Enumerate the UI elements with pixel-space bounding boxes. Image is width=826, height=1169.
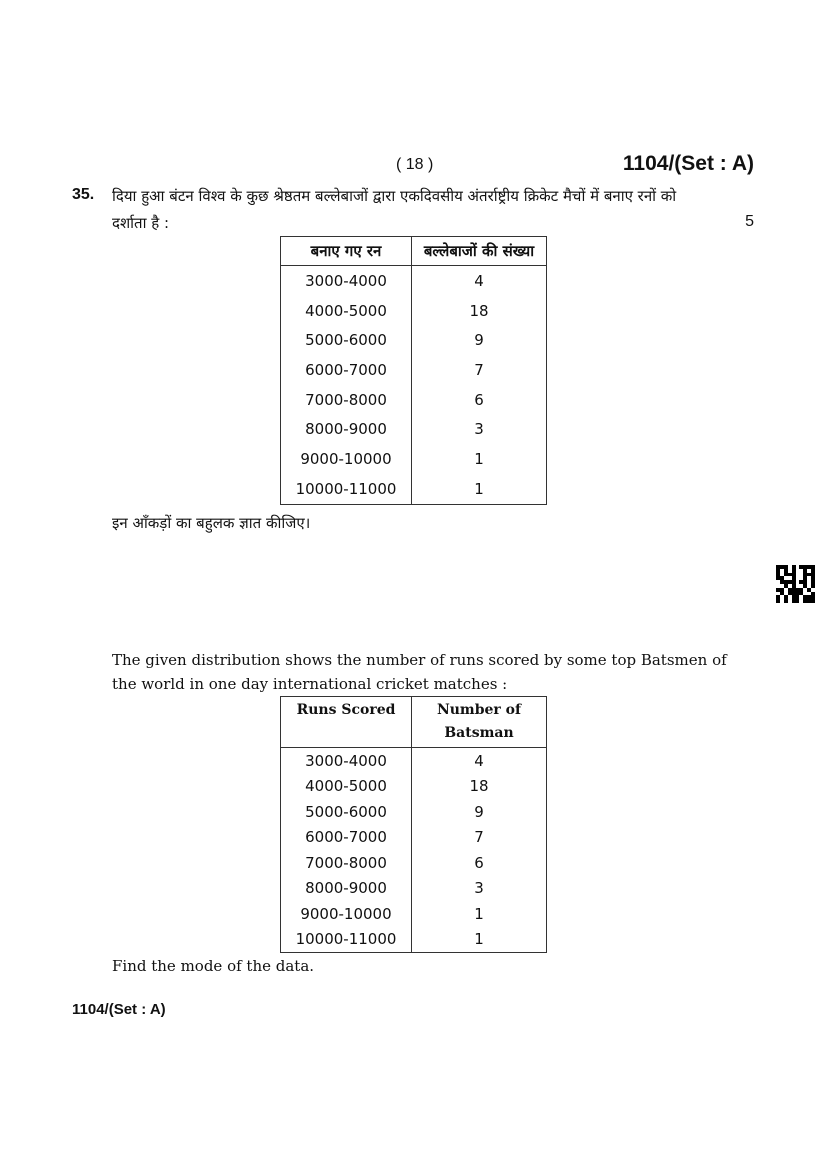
runs-range-cell: 4000-5000 [281,296,412,326]
batsman-count-cell: 1 [412,474,547,504]
batsman-count-cell: 18 [412,296,547,326]
batsman-count-cell: 1 [412,901,547,927]
paper-code-header: 1104/(Set : A) [622,152,754,175]
runs-range-cell: 7000-8000 [281,850,412,876]
qr-code [776,565,815,603]
batsman-count-cell: 3 [412,414,547,444]
question-number: 35. [72,186,95,203]
table-row [281,876,547,902]
table-row [281,414,547,444]
runs-range-cell: 4000-5000 [281,774,412,800]
column-header: बनाए गए रन [281,237,412,266]
table-row [281,355,547,385]
table-row [281,444,547,474]
table-row [281,799,547,825]
runs-range-cell: 6000-7000 [281,825,412,851]
page-number: ( 18 ) [396,156,434,173]
table-row [281,474,547,504]
table-row [281,850,547,876]
column-header: बल्लेबाजों की संख्या [412,237,547,266]
runs-range-cell: 9000-10000 [281,901,412,927]
batsman-count-cell: 18 [412,774,547,800]
runs-range-cell: 10000-11000 [281,474,412,504]
batsman-count-cell: 6 [412,850,547,876]
batsman-count-cell: 9 [412,325,547,355]
batsman-count-cell: 4 [412,266,547,296]
batsman-count-cell: 3 [412,876,547,902]
english-instruction: Find the mode of the data. [112,957,315,975]
batsman-count-cell: 7 [412,355,547,385]
runs-range-cell: 7000-8000 [281,385,412,415]
hindi-instruction: इन आँकड़ों का बहुलक ज्ञात कीजिए। [112,514,311,532]
paper-code-footer: 1104/(Set : A) [72,1001,166,1018]
hindi-frequency-table [280,236,547,505]
runs-range-cell: 8000-9000 [281,876,412,902]
runs-range-cell: 6000-7000 [281,355,412,385]
hindi-question-line2: दर्शाता है : [112,214,170,232]
batsman-count-cell: 7 [412,825,547,851]
runs-range-cell: 3000-4000 [281,748,412,774]
batsman-count-cell: 1 [412,444,547,474]
batsman-count-cell: 9 [412,799,547,825]
runs-range-cell: 8000-9000 [281,414,412,444]
table-row [281,266,547,296]
table-row [281,296,547,326]
batsman-count-cell: 4 [412,748,547,774]
runs-range-cell: 5000-6000 [281,799,412,825]
table-row [281,385,547,415]
table-row [281,901,547,927]
batsman-count-cell: 1 [412,927,547,953]
table-row [281,927,547,953]
table-row [281,748,547,774]
column-header: Number of Batsman [412,697,547,748]
english-question-line1: The given distribution shows the number of runs scored by some top Batsmen of [112,651,727,669]
english-question-line2: the world in one day international cricket matches : [112,675,508,693]
runs-range-cell: 5000-6000 [281,325,412,355]
runs-range-cell: 3000-4000 [281,266,412,296]
runs-range-cell: 10000-11000 [281,927,412,953]
table-row [281,774,547,800]
table-row [281,325,547,355]
batsman-count-cell: 6 [412,385,547,415]
column-header: Runs Scored [281,697,412,748]
runs-range-cell: 9000-10000 [281,444,412,474]
marks: 5 [745,213,754,230]
english-frequency-table [280,696,547,953]
table-row [281,825,547,851]
hindi-question-line1: दिया हुआ बंटन विश्व के कुछ श्रेष्ठतम बल्लेबाजों द्वारा एकदिवसीय अंतर्राष्ट्रीय क्रिकेट मैचों में बनाए रनों को [112,187,677,205]
